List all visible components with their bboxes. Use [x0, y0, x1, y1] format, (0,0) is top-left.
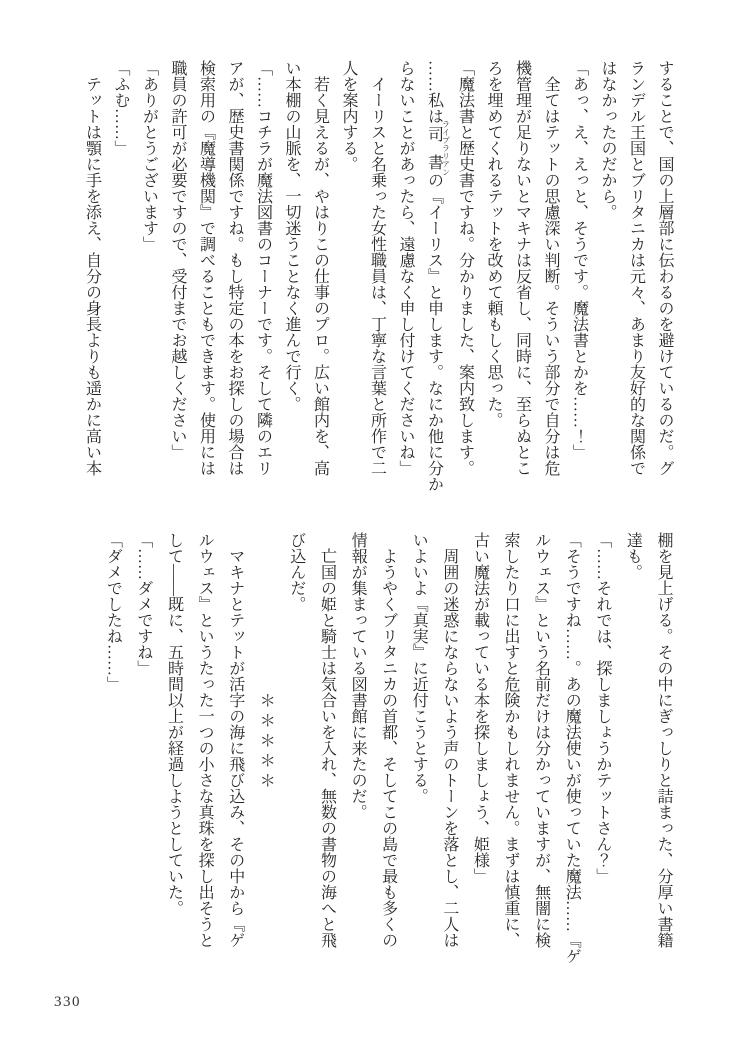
- text-line: ルウェス』というたった一つの小さな真珠を探し出そうと: [196, 532, 214, 948]
- text-line: 索したり口に出すと危険かもしれません。まずは慎重に、: [502, 532, 520, 948]
- page-number: 330: [54, 994, 81, 1010]
- text-line: び込んだ。: [287, 532, 305, 612]
- text-line: ようやくブリタニカの首都、そしてこの島で最も多くの: [379, 548, 397, 948]
- text-line: い本棚の山脈を、一切迷うことなく進んで行く。: [283, 60, 300, 412]
- top-text-block: [77, 60, 678, 492]
- text-line: ルウェス』という名前だけは分かっていますが、無闇に検: [532, 532, 550, 948]
- text-line: 情報が集まっている図書館に来たのだ。: [349, 532, 367, 820]
- text-line: 古い魔法が載っている本を探しましょう、姫様」: [471, 532, 489, 884]
- text-line: 職員の許可が必要ですので、受付までお越しください」: [169, 60, 186, 460]
- text-line: 全てはテットの思慮深い判断。そういう部分で自分は危: [542, 76, 559, 476]
- scene-separator: ＊＊＊＊＊: [257, 692, 275, 792]
- text-line: 「ダメでしたね……」: [104, 532, 122, 692]
- text-line: 達も。: [624, 532, 642, 580]
- text-line: ランデル王国とブリタニカは元々、あまり友好的な関係で: [627, 60, 645, 476]
- text-line: 「ふむ……」: [112, 60, 129, 156]
- text-line: することで、国の上層部に伝わるのを避けているのだ。グ: [656, 60, 673, 476]
- text-line: アが、歴史書関係ですね。もし特定の本をお探しの場合は: [226, 60, 243, 476]
- text-line: 「そうですね……。あの魔法使いが使っていた魔法……『ゲ: [563, 532, 581, 964]
- text-line: 「……コチラが魔法図書のコーナーです。そして隣のエリ: [254, 60, 272, 476]
- text-line: 人を案内する。: [340, 60, 357, 172]
- text-line: 若く見えるが、やはりこの仕事のプロ。広い館内を、高: [311, 76, 329, 476]
- text-line: 「ありがとうございます」: [140, 60, 158, 252]
- text-line: 周囲の迷惑にならないよう声のトーンを落とし、二人は: [440, 548, 458, 948]
- text-line: イーリスと名乗った女性職員は、丁寧な言葉と所作で二: [368, 76, 386, 476]
- text-line: 亡国の姫と騎士は気合いを入れ、無数の書物の海へと飛: [318, 548, 336, 948]
- text-line: 「魔法書と歴史書ですね。分かりました、案内致します。: [456, 60, 474, 476]
- ruby-annotated-word: 司書 ライブラリアン: [425, 120, 451, 176]
- text-line: 「……それでは、探しましょうかテットさん？」: [593, 532, 611, 884]
- text-line: はなかったのだから。: [599, 60, 616, 220]
- text-line: して――既に、五時間以上が経過しようとしていた。: [165, 532, 183, 916]
- text-line: マキナとテットが活字の海に飛び込み、その中から『ゲ: [226, 548, 244, 948]
- text-line: いよいよ『真実』に近付こうとする。: [410, 532, 428, 804]
- text-line: 検索用の『魔導機関』で調べることもできます。使用には: [197, 60, 215, 476]
- text-line: らないことがあったら、遠慮なく申し付けてくださいね」: [397, 60, 414, 476]
- text-line: 棚を見上げる。その中にぎっしりと詰まった、分厚い書籍: [655, 532, 672, 948]
- text-line: 「あっ、え、えっと、そうです。魔法書とかを……！」: [570, 60, 588, 460]
- text-line: ろを埋めてくれるテットを改めて頼もしく思った。: [485, 60, 502, 428]
- text-line: 「……ダメですね」: [134, 532, 152, 676]
- text-line: ……私は司書 ライブラリアンの『イーリス』と申します。なにか他に分か: [425, 60, 451, 492]
- bottom-text-block: [97, 532, 678, 964]
- text-line: テットは顎に手を添え、自分の身長よりも遥かに高い本: [83, 76, 101, 476]
- text-line: 機管理が足りないとマキナは反省し、同時に、至らぬとこ: [513, 60, 531, 476]
